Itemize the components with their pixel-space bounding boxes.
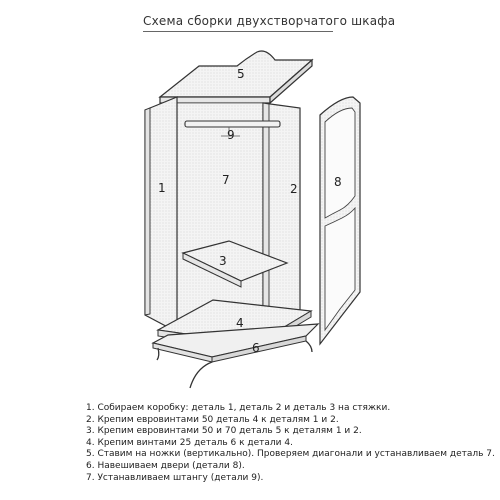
label-part-9: 9 [227,128,235,142]
assembly-steps-list [86,403,495,484]
label-part-8: 8 [334,175,342,189]
label-part-2: 2 [290,182,298,196]
part-2-right-side [263,103,300,330]
part-1-left-side [145,97,177,332]
part-7-back-panel [177,103,263,333]
label-part-5: 5 [237,67,245,81]
assembly-step: 6. Навешиваем двери (детали 8). [86,460,245,471]
label-part-7: 7 [222,173,230,187]
part-8-door [320,97,360,344]
assembly-step: 1. Собираем коробку: деталь 1, деталь 2 и деталь 3 на стяжки. [86,403,391,413]
assembly-step: 3. Крепим евровинтами 50 и 70 деталь 5 к деталям 1 и 2. [86,426,362,437]
part-5-top-cornice [160,51,312,103]
assembly-step: 2. Крепим евровинтами 50 деталь 4 к деталям 1 и 2. [86,414,339,425]
assembly-step: 7. Устанавливаем штангу (детали 9). [86,472,264,483]
diagram-title: Схема сборки двухстворчатого шкафа [143,14,396,28]
label-part-6: 6 [252,341,260,355]
assembly-step: 5. Ставим на ножки (вертикально). Проверяем диагонали и устанавливаем деталь 7. [86,449,495,460]
label-part-1: 1 [158,181,166,195]
assembly-step: 4. Крепим винтами 25 деталь 6 к детали 4. [86,437,293,448]
label-part-3: 3 [219,254,227,268]
label-part-4: 4 [236,316,244,330]
